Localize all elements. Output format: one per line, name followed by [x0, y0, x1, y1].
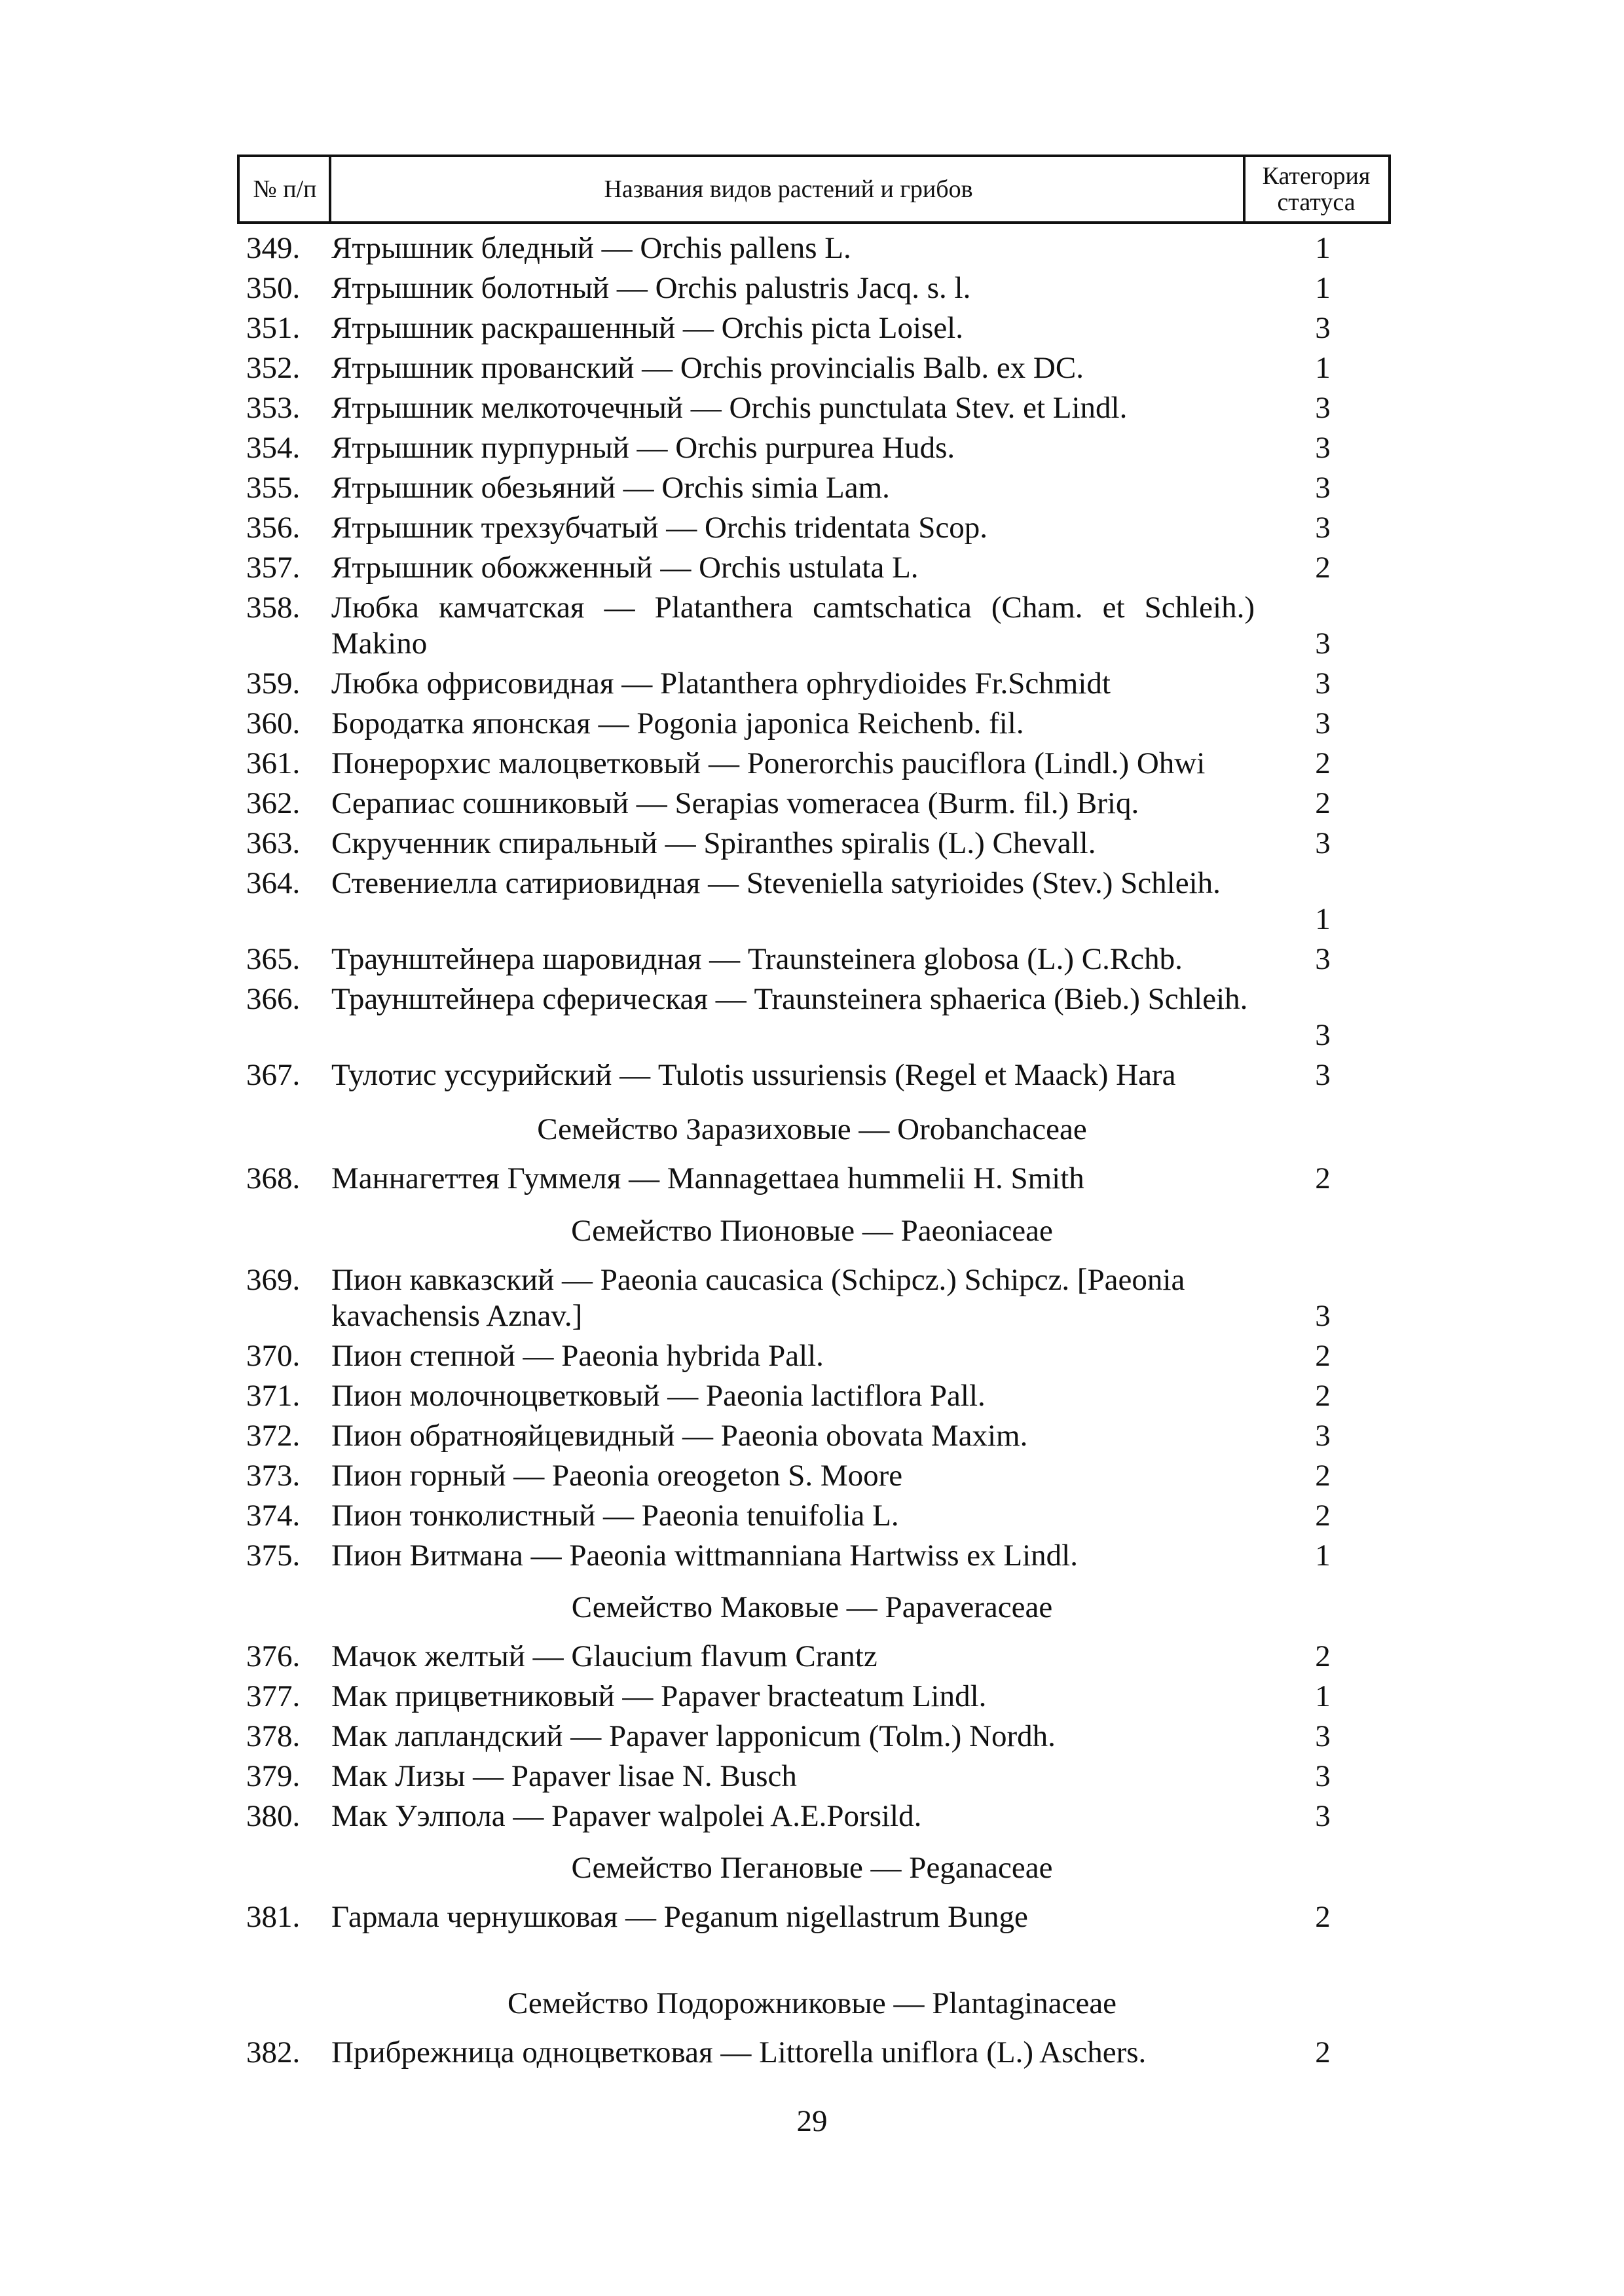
entry-name: Стевениелла сатириовидная — Steveniella satyrioides (Stev.) Schleih. — [331, 866, 1221, 900]
entry-number: 353. — [246, 391, 301, 425]
entry-number: 381. — [246, 1900, 301, 1934]
entry-number: 373. — [246, 1459, 301, 1493]
header-name-column: Названия видов растений и грибов — [604, 175, 973, 203]
entry-category: 3 — [1315, 1719, 1331, 1753]
entry-category: 1 — [1315, 1679, 1331, 1713]
family-heading: Семейство Заразиховые — Orobanchaceae — [537, 1112, 1087, 1146]
family-heading: Семейство Пионовые — Paeoniaceae — [571, 1214, 1053, 1248]
entry-name: Мачок желтый — Glaucium flavum Crantz — [331, 1639, 877, 1673]
entry-category: 2 — [1315, 1161, 1331, 1195]
entry-number: 377. — [246, 1679, 301, 1713]
entry-number: 374. — [246, 1499, 301, 1533]
entry-number: 376. — [246, 1639, 301, 1673]
entry-number: 372. — [246, 1419, 301, 1453]
entry-category: 3 — [1315, 431, 1331, 465]
entry-name: Тулотис уссурийский — Tulotis ussuriensis (Regel et Maack) Hara — [331, 1058, 1176, 1092]
entry-number: 362. — [246, 786, 301, 820]
entry-category: 2 — [1315, 2035, 1331, 2069]
entry-category: 2 — [1315, 746, 1331, 780]
entry-category: 2 — [1315, 1339, 1331, 1373]
entry-category: 2 — [1315, 1499, 1331, 1533]
entry-number: 378. — [246, 1719, 301, 1753]
entry-number: 365. — [246, 942, 301, 976]
entry-category: 3 — [1315, 311, 1331, 345]
entry-name: Пион Витмана — Paeonia wittmanniana Hartwiss ex Lindl. — [331, 1539, 1078, 1573]
entry-category: 3 — [1315, 826, 1331, 860]
entry-name: Скрученник спиральный — Spiranthes spiralis (L.) Chevall. — [331, 826, 1096, 860]
entry-name: Ятрышник болотный — Orchis palustris Jacq. s. l. — [331, 271, 971, 305]
entry-name: Любка камчатская — Platanthera camtschatica (Cham. et Schleih.) Makino — [331, 591, 1255, 661]
entry-name: Траунштейнера сферическая — Traunsteinera sphaerica (Bieb.) Schleih. — [331, 982, 1248, 1016]
family-heading: Семейство Пегановые — Peganaceae — [571, 1851, 1053, 1885]
entry-name: Ятрышник бледный — Orchis pallens L. — [331, 231, 851, 265]
entry-name: Ятрышник трехзубчатый — Orchis tridentata Scop. — [331, 511, 988, 545]
entry-category: 3 — [1315, 666, 1331, 701]
entry-category: 1 — [1315, 351, 1331, 385]
entry-category: 3 — [1315, 1058, 1331, 1092]
entry-category: 1 — [1315, 1539, 1331, 1573]
entry-name: Серапиас сошниковый — Serapias vomeracea (Burm. fil.) Briq. — [331, 786, 1139, 820]
entry-category: 2 — [1315, 551, 1331, 585]
entry-category: 3 — [1315, 1299, 1331, 1333]
entry-category: 1 — [1315, 902, 1331, 936]
entry-number: 375. — [246, 1539, 301, 1573]
entry-name: Бородатка японская — Pogonia japonica Reichenb. fil. — [331, 706, 1024, 740]
entry-name: Ятрышник пурпурный — Orchis purpurea Huds. — [331, 431, 955, 465]
entry-category: 2 — [1315, 786, 1331, 820]
header-number-column: № п/п — [253, 175, 317, 203]
entry-category: 3 — [1315, 391, 1331, 425]
entry-category: 1 — [1315, 231, 1331, 265]
entry-name: Ятрышник обожженный — Orchis ustulata L. — [331, 551, 919, 585]
entry-number: 363. — [246, 826, 301, 860]
entry-number: 355. — [246, 471, 301, 505]
entry-number: 351. — [246, 311, 301, 345]
entry-name: Прибрежница одноцветковая — Littorella uniflora (L.) Aschers. — [331, 2035, 1147, 2069]
entry-name: Мак Лизы — Papaver lisae N. Busch — [331, 1759, 797, 1793]
entry-category: 1 — [1315, 271, 1331, 305]
entry-name: Любка офрисовидная — Platanthera ophrydioides Fr.Schmidt — [331, 666, 1111, 701]
entry-name: Траунштейнера шаровидная — Traunsteinera globosa (L.) C.Rchb. — [331, 942, 1183, 976]
entry-name: Пион степной — Paeonia hybrida Pall. — [331, 1339, 824, 1373]
entry-name: Мак лапландский — Papaver lapponicum (Tolm.) Nordh. — [331, 1719, 1056, 1753]
entry-number: 357. — [246, 551, 301, 585]
entry-number: 382. — [246, 2035, 301, 2069]
entry-number: 360. — [246, 706, 301, 740]
entry-name: Гармала чернушковая — Peganum nigellastrum Bunge — [331, 1900, 1028, 1934]
family-heading: Семейство Подорожниковые — Plantaginaceae — [507, 1986, 1117, 2020]
entry-name: Пион молочноцветковый — Paeonia lactiflora Pall. — [331, 1379, 986, 1413]
entry-name: Ятрышник обезьяний — Orchis simia Lam. — [331, 471, 890, 505]
entry-name: Понерорхис малоцветковый — Ponerorchis pauciflora (Lindl.) Ohwi — [331, 746, 1206, 780]
entry-category: 3 — [1315, 942, 1331, 976]
entry-name: Ятрышник мелкоточечный — Orchis punctulata Stev. et Lindl. — [331, 391, 1128, 425]
entry-category: 3 — [1315, 511, 1331, 545]
entry-number: 359. — [246, 666, 301, 701]
entry-name: Мак прицветниковый — Papaver bracteatum Lindl. — [331, 1679, 987, 1713]
entry-name: Пион кавказский — Paeonia caucasica (Schipcz.) Schipcz. [Paeonia kavachensis Aznav.] — [331, 1263, 1185, 1333]
family-heading: Семейство Маковые — Papaveraceae — [571, 1590, 1053, 1624]
entry-number: 369. — [246, 1263, 301, 1297]
entry-number: 350. — [246, 271, 301, 305]
entry-number: 367. — [246, 1058, 301, 1092]
entry-number: 370. — [246, 1339, 301, 1373]
entry-category: 3 — [1315, 471, 1331, 505]
entry-category: 3 — [1315, 627, 1331, 661]
entry-number: 361. — [246, 746, 301, 780]
entry-name: Пион тонколистный — Paeonia tenuifolia L. — [331, 1499, 899, 1533]
entry-category: 3 — [1315, 1799, 1331, 1833]
entry-number: 364. — [246, 866, 301, 900]
entry-name: Ятрышник раскрашенный — Orchis picta Loisel. — [331, 311, 963, 345]
entry-name: Пион горный — Paeonia oreogeton S. Moore — [331, 1459, 903, 1493]
entry-number: 352. — [246, 351, 301, 385]
entry-number: 358. — [246, 591, 301, 625]
entry-number: 366. — [246, 982, 301, 1016]
entry-category: 2 — [1315, 1459, 1331, 1493]
entry-category: 2 — [1315, 1379, 1331, 1413]
entry-number: 379. — [246, 1759, 301, 1793]
entry-category: 2 — [1315, 1900, 1331, 1934]
entry-name: Мак Уэлпола — Papaver walpolei A.E.Porsild. — [331, 1799, 922, 1833]
entry-category: 3 — [1315, 1419, 1331, 1453]
entry-number: 349. — [246, 231, 301, 265]
entry-name: Пион обратнояйцевидный — Paeonia obovata Maxim. — [331, 1419, 1028, 1453]
entry-category: 3 — [1315, 706, 1331, 740]
entry-category: 2 — [1315, 1639, 1331, 1673]
entry-number: 380. — [246, 1799, 301, 1833]
entry-number: 368. — [246, 1161, 301, 1195]
entry-category: 3 — [1315, 1759, 1331, 1793]
entry-number: 371. — [246, 1379, 301, 1413]
entry-number: 356. — [246, 511, 301, 545]
entry-name: Ятрышник прованский — Orchis provincialis Balb. ex DC. — [331, 351, 1084, 385]
page-number: 29 — [796, 2104, 828, 2138]
entry-category: 3 — [1315, 1018, 1331, 1052]
entry-name: Маннагеттея Гуммеля — Mannagettaea hummelii H. Smith — [331, 1161, 1084, 1195]
entry-number: 354. — [246, 431, 301, 465]
header-category-column: Категория статуса — [1262, 162, 1371, 216]
